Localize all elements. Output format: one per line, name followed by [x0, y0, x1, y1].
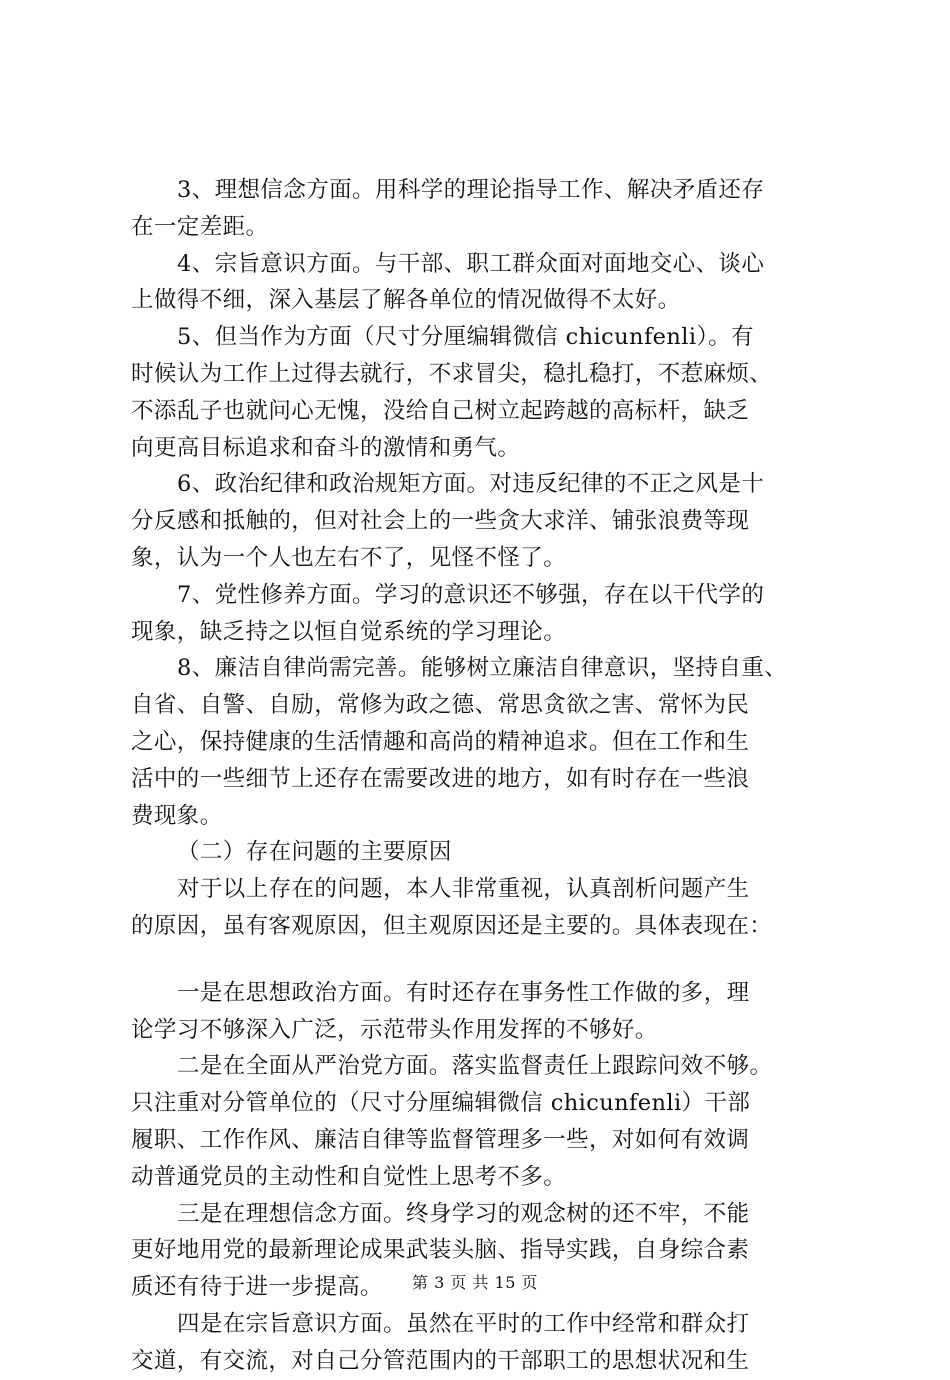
paragraph-cause-2: 二是在全面从严治党方面。落实监督责任上跟踪问效不够。 只注重对分管单位的（尺寸分厘编辑微信 chicunfenli）干部 履职、工作作风、廉洁自律等监督管理多一些，对如何有效调 动普通党员的主动性和自觉性上思考不多。 — [131, 1053, 773, 1190]
paragraph-discipline: 6、政治纪律和政治规矩方面。对违反纪律的不正之风是十 分反感和抵触的，但对社会上的一些贪大求洋、铺张浪费等现 象，认为一个人也左右不了，见怪不怪了。 — [131, 471, 765, 571]
paragraph-cause-3: 三是在理想信念方面。终身学习的观念树的还不牢，不能 更好地用党的最新理论成果武装头脑、指导实践，自身综合素 质还有待于进一步提高。 — [131, 1200, 750, 1301]
paragraph-integrity: 8、廉洁自律尚需完善。能够树立廉洁自律意识，坚持自重、 自省、自警、自励，常修为政之德、常思贪欲之害、常怀为民 之心，保持健康的生活情趣和高尚的精神追求。但在工作和生 活中的一些细节上还存在需要改进的地方，如有时存在一些浪 费现象。 — [131, 655, 788, 829]
paragraph-cause-1: 一是在思想政治方面。有时还存在事务性工作做的多，理 论学习不够深入广泛，示范带头作用发挥的不够好。 — [131, 979, 750, 1043]
section-heading-causes: （二）存在问题的主要原因 — [177, 839, 452, 866]
paragraph-cause-4: 四是在宗旨意识方面。虽然在平时的工作中经常和群众打 交道，有交流，对自己分管范围内的干部职工的思想状况和生 — [131, 1310, 750, 1374]
paragraph-responsibility: 5、但当作为方面（尺寸分厘编辑微信 chicunfenli）。有 时候认为工作上过得去就行，不求冒尖，稳扎稳打，不惹麻烦、 不添乱子也就问心无愧，没给自己树立起跨越的高标杆，缺乏 向更高目标追求和奋斗的激情和勇气。 — [131, 324, 773, 461]
paragraph-ideals: 3、理想信念方面。用科学的理论指导工作、解决矛盾还存 在一定差距。 — [131, 177, 765, 240]
blank-line — [131, 945, 831, 975]
page-footer: 第 3 页 共 15 页 — [412, 1273, 538, 1292]
paragraph-purpose: 4、宗旨意识方面。与干部、职工群众面对面地交心、谈心 上做得不细，深入基层了解各单位的情况做得不太好。 — [131, 250, 765, 314]
body-text — [131, 172, 831, 1380]
paragraph-causes-intro: 对于以上存在的问题，本人非常重视，认真剖析问题产生 的原因，虽有客观原因，但主观原因还是主要的。具体表现在： — [131, 876, 773, 939]
paragraph-party-spirit: 7、党性修养方面。学习的意识还不够强，存在以干代学的 现象，缺乏持之以恒自觉系统的学习理论。 — [131, 581, 765, 645]
